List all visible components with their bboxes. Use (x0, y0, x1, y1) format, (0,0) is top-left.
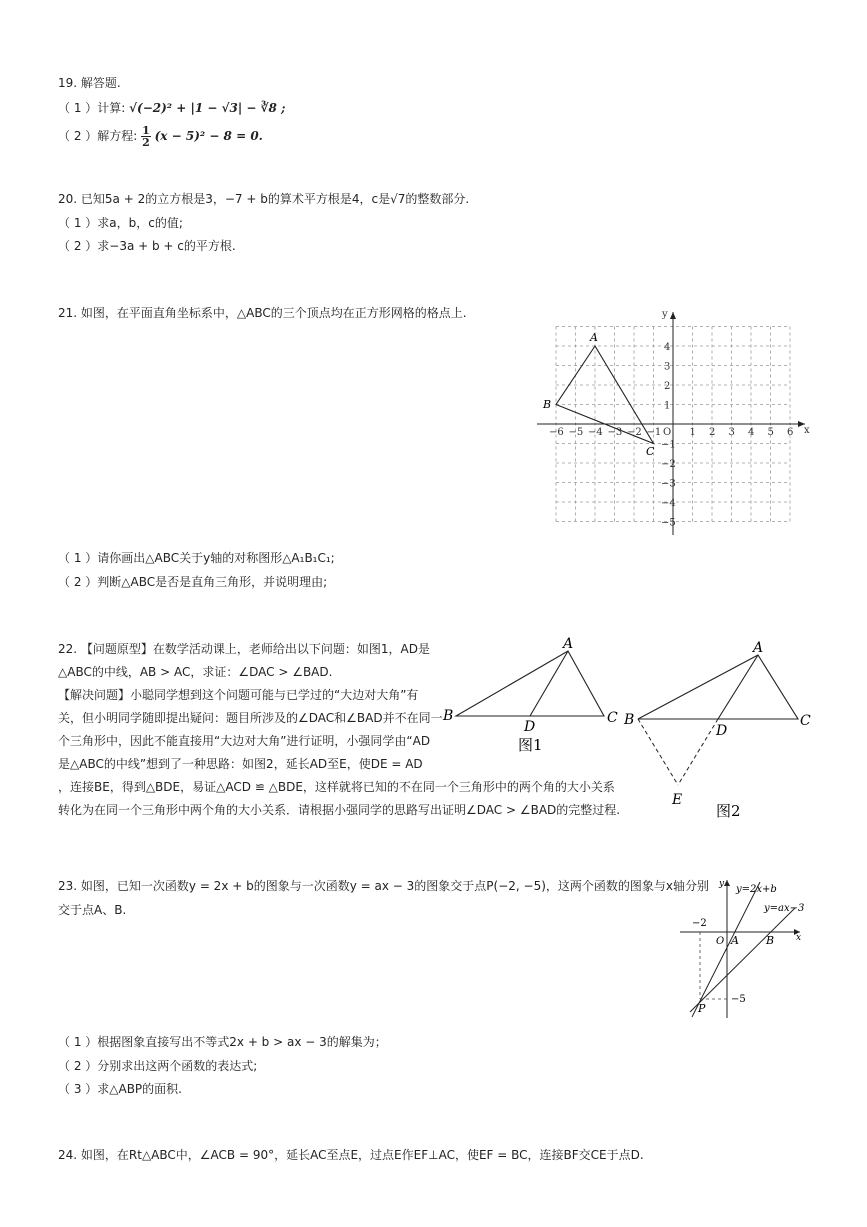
q22-line-5: 个三角形中，因此不能直接用“大边对大角”进行证明，小强同学由“AD (58, 734, 431, 748)
x-tick-label: 4 (748, 427, 755, 438)
q19-part2-label: （ 2 ）解方程: (58, 129, 138, 143)
y-tick-label: 1 (664, 400, 671, 412)
x-tick-label: 1 (689, 427, 696, 438)
fig23-line1-label: y=2x+b (736, 884, 777, 895)
fig2-label-b: B (624, 712, 635, 728)
fig23-label-p: P (698, 1002, 706, 1015)
q23-line-2: 交于点A、B. (58, 903, 127, 917)
fig23-label-b: B (766, 934, 775, 947)
vertex-a-label: A (590, 331, 598, 344)
y-tick-label: 2 (664, 381, 671, 392)
y-tick-label: 3 (664, 361, 671, 373)
fig1-label-a: A (563, 636, 574, 652)
q22-line-7: ，连接BE，得到△BDE，易证△ACD ≌ △BDE，这样就将已知的不在同一个三角形中的两个角的大小关系 (58, 780, 615, 794)
fig2-caption: 图2 (716, 802, 741, 820)
q19-part1-label: （ 1 ）计算: (58, 101, 126, 115)
q21-part2: （ 2 ）判断△ABC是否是直角三角形，并说明理由; (58, 575, 328, 589)
q24-line-1: 24. 如图，在Rt△ABC中，∠ACB = 90°，延长AC至点E，过点E作EF⊥AC，使EF = BC，连接BF交CE于点D. (58, 1148, 644, 1162)
x-tick-label: 5 (767, 427, 774, 438)
q23-part1: （ 1 ）根据图象直接写出不等式2x + b > ax − 3的解集为； (58, 1035, 387, 1049)
q22-line-6: 是△ABC的中线”想到了一种思路：如图2，延长AD至E，使DE = AD (58, 757, 423, 771)
q19-part2-expression: (x − 5)² − 8 = 0. (154, 129, 263, 143)
y-tick-label: −3 (661, 478, 676, 490)
fig2-label-e: E (672, 792, 683, 808)
q21-title: 21. 如图，在平面直角坐标系中，△ABC的三个顶点均在正方形网格的格点上. (58, 306, 467, 320)
x-tick-label: −4 (588, 427, 603, 438)
q21-part1: （ 1 ）请你画出△ABC关于y轴的对称图形△A₁B₁C₁; (58, 551, 335, 565)
q20-title: 20. 已知5a + 2的立方根是3，−7 + b的算术平方根是4，c是√7的整数部分. (58, 192, 470, 206)
x-tick-label: 2 (709, 427, 716, 438)
fig23-line-2x-plus-b (692, 882, 760, 1017)
x-tick-label: −2 (627, 427, 642, 438)
y-tick-label: 4 (664, 342, 671, 353)
fig23-origin: O (716, 936, 725, 947)
q19-title: 19. 解答题. (58, 76, 121, 90)
fig2-label-a: A (753, 640, 764, 656)
x-tick-label: −6 (549, 427, 564, 438)
q20-part2: （ 2 ）求−3a + b + c的平方根. (58, 239, 236, 253)
fig23-y-label: y (719, 879, 725, 889)
x-tick-label: −1 (646, 427, 662, 438)
q22-line-2: △ABC的中线，AB > AC，求证：∠DAC > ∠BAD. (58, 665, 333, 679)
x-tick-label: 3 (728, 427, 735, 438)
fig23-tick-y: −5 (731, 994, 746, 1005)
fig2-label-d: D (716, 723, 728, 739)
fig1-caption: 图1 (518, 736, 543, 754)
y-tick-label: −4 (661, 498, 676, 509)
fig23-label-a: A (731, 934, 739, 947)
y-tick-label: −5 (661, 517, 676, 529)
q20-part1: （ 1 ）求a，b，c的值; (58, 216, 183, 230)
q23-part2: （ 2 ）分别求出这两个函数的表达式; (58, 1059, 258, 1073)
q22-line-8: 转化为在同一个三角形中两个角的大小关系．请根据小强同学的思路写出证明∠DAC > ∠BAD的完整过程. (58, 803, 621, 817)
y-axis-label: y (662, 309, 668, 320)
fig1-label-b: B (443, 708, 454, 724)
x-tick-label: 6 (787, 427, 794, 438)
q22-line-1: 22. 【问题原型】在数学活动课上，老师给出以下问题：如图1，AD是 (58, 642, 430, 656)
fig23-y-arrow (724, 880, 730, 886)
q22-line-3: 【解决问题】小聪同学想到这个问题可能与已学过的“大边对大角”有 (58, 688, 419, 702)
origin-label: O (663, 427, 672, 438)
y-tick-label: −2 (661, 459, 676, 470)
fig23-tick-x: −2 (692, 918, 707, 929)
fig1-label-c: C (607, 710, 618, 726)
q23-part3: （ 3 ）求△ABP的面积. (58, 1082, 182, 1096)
x-axis-label: x (804, 425, 810, 436)
x-tick-label: −5 (568, 427, 584, 438)
x-tick-label: −3 (607, 427, 623, 438)
q23-line-1: 23. 如图，已知一次函数y = 2x + b的图象与一次函数y = ax − 3的图象交于点P(−2, −5)，这两个函数的图象与x轴分别 (58, 879, 709, 893)
q19-part2-fraction: $\frac{1}{2}$ (142, 124, 150, 149)
fig1-label-d: D (524, 719, 536, 735)
q22-line-4: 关，但小明同学随即提出疑问：题目所涉及的∠DAC和∠BAD并不在同一 (58, 711, 443, 725)
q19-part1-expression: √(−2)² + |1 − √3| − ∛8 ; (129, 101, 286, 115)
fig23-line2-label: y=ax−3 (764, 903, 805, 914)
fig2-label-c: C (800, 713, 811, 729)
vertex-c-label: C (646, 445, 655, 458)
vertex-b-label: B (543, 398, 552, 411)
fig23-x-label: x (796, 933, 802, 943)
y-tick-label: −1 (661, 439, 676, 451)
